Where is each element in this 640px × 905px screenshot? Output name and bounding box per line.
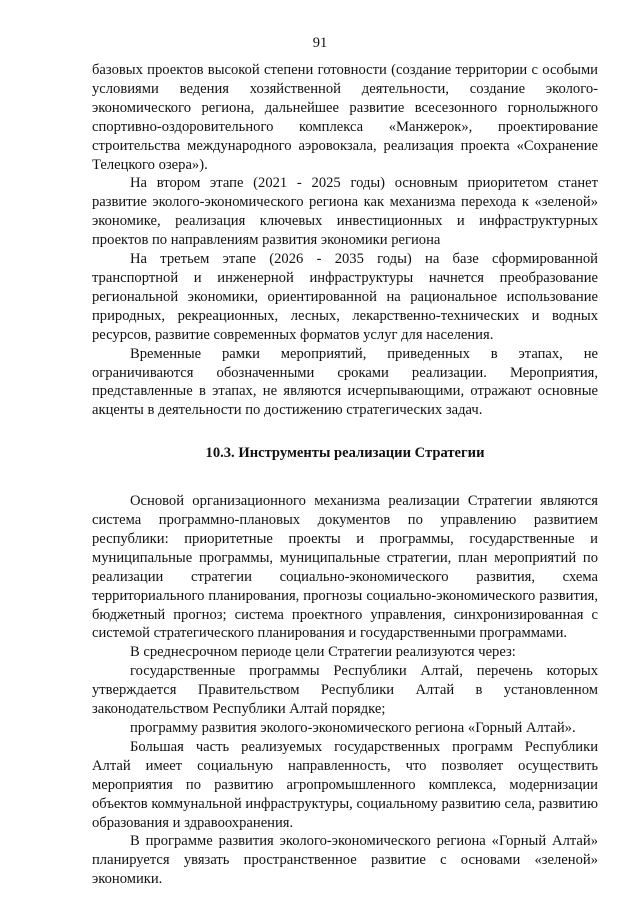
paragraph-mechanism: Основой организационного механизма реализации Стратегии являются система программно-плановых документов по управлению развитием республики: приоритетные проекты и программы, государственные и муниципальные программы, муниципальные стратегии, план мероприятий по реализации стратегии социально-экономического развития, схема территориального планирования, прогнозы социально-экономического развития, бюджетный прогноз; система проектного управления, синхронизированная с системой стратегического планирования и государственными программами. <box>92 493 598 642</box>
paragraph-eco-program: программу развития эколого-экономического региона «Горный Алтай». <box>130 720 576 736</box>
paragraph-continuation: базовых проектов высокой степени готовности (создание территории с особыми условиями ведения хозяйственной деятельности, создание эколого-экономического региона, дальнейшее развитие всесезонного горнолыжного спортивно-оздоровительного комплекса «Манжерок», проектирование строительства международного аэровокзала, реализация проекта «Сохранение Телецкого озера»). <box>92 62 598 173</box>
paragraph-social-focus: Большая часть реализуемых государственных программ Республики Алтай имеет социальную направленность, что позволяет осуществить мероприятия по развитию агропромышленного комплекса, модернизации объектов коммунальной инфраструктуры, социальному развитию села, развитию образования и здравоохранения. <box>92 738 598 831</box>
section-heading: 10.3. Инструменты реализации Стратегии <box>205 445 485 462</box>
paragraph-midterm-intro: В среднесрочном периоде цели Стратегии реализуются через: <box>130 644 516 661</box>
paragraph-green-economy: В программе развития эколого-экономического региона «Горный Алтай» планируется увязать пространственное развитие с основами «зеленой» экономики. <box>92 833 598 888</box>
paragraph-stage-two: На втором этапе (2021 - 2025 годы) основным приоритетом станет развитие эколого-экономического региона как механизма перехода к «зеленой» экономике, реализация ключевых инвестиционных и инфраструктурных проектов по направлениям развития экономики региона <box>92 175 598 249</box>
page-number: 91 <box>312 35 328 51</box>
paragraph-state-programs: государственные программы Республики Алтай, перечень которых утверждается Правительством Республики Алтай в установленном законодательством Республики Алтай порядке; <box>92 663 598 718</box>
page-body <box>92 61 598 889</box>
paragraph-stage-three: На третьем этапе (2026 - 2035 годы) на базе сформированной транспортной и инженерной инфраструктуры начнется преобразование региональной экономики, ориентированной на рациональное использование природных, рекреационных, лесных, лекарственно-технических и водных ресурсов, развитие современных форматов услуг для населения. <box>92 251 598 343</box>
paragraph-timeframes: Временные рамки мероприятий, приведенных в этапах, не ограничиваются обозначенными сроками реализации. Мероприятия, представленные в этапах, не являются исчерпывающими, отражают основные акценты в деятельности по достижению стратегических задач. <box>92 345 598 419</box>
